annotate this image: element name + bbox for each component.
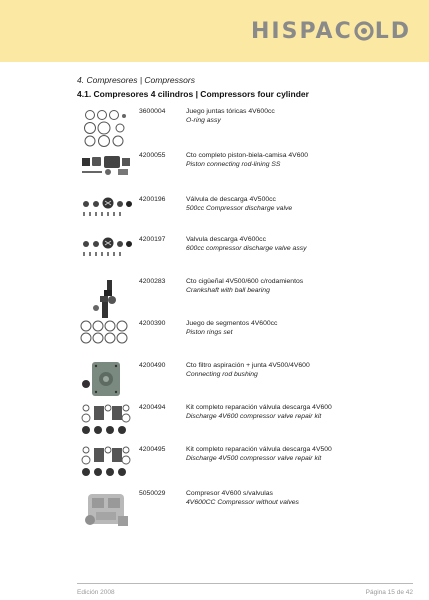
catalog-item xyxy=(70,152,410,198)
part-description-en: Discharge 4V600 compressor valve repair kit xyxy=(186,413,322,420)
part-code: 4200490 xyxy=(139,362,166,369)
part-description-en: Crankshaft with ball bearing xyxy=(186,287,270,294)
hispacold-logo xyxy=(251,14,411,48)
part-description-es: Compresor 4V600 s/valvulas xyxy=(186,490,273,497)
part-description-es: Valvula descarga 4V600cc xyxy=(186,236,266,243)
filter-gasket-icon xyxy=(78,362,136,406)
catalog-item xyxy=(70,446,410,492)
part-description-en: Piston rings set xyxy=(186,329,233,336)
part-description-es: Kit completo reparación válvula descarga 4V600 xyxy=(186,404,332,411)
footer-page-number: Página 15 de 42 xyxy=(365,589,413,596)
o-rings-icon xyxy=(78,108,136,152)
section-title: 4. Compresores | Compressors xyxy=(77,75,195,85)
catalog-item xyxy=(70,362,410,408)
part-code: 4200196 xyxy=(139,196,166,203)
catalog-item xyxy=(70,490,410,536)
part-code: 4200283 xyxy=(139,278,166,285)
crankshaft-icon xyxy=(78,278,136,322)
valve-repair-kit-icon xyxy=(78,446,136,490)
part-description-es: Cto completo piston-biela-camisa 4V600 xyxy=(186,152,309,159)
piston-rings-icon xyxy=(78,320,136,364)
part-code: 4200390 xyxy=(139,320,166,327)
part-description-en: Piston connecting rod-lining SS xyxy=(186,161,281,168)
part-description-es: Juego de segmentos 4V600cc xyxy=(186,320,278,327)
catalog-item xyxy=(70,236,410,282)
part-description-en: 500cc Compressor discharge valve xyxy=(186,205,293,212)
catalog-item xyxy=(70,404,410,450)
logo-text-part1: HISPAC xyxy=(251,18,353,44)
part-code: 4200494 xyxy=(139,404,166,411)
part-description-en: O-ring assy xyxy=(186,117,221,124)
part-code: 4200197 xyxy=(139,236,166,243)
part-description-en: Discharge 4V500 compressor valve repair kit xyxy=(186,455,322,462)
part-code: 4200055 xyxy=(139,152,166,159)
discharge-valve-icon xyxy=(78,236,136,280)
catalog-item xyxy=(70,278,410,324)
part-code: 4200495 xyxy=(139,446,166,453)
part-description-es: Cto cigüeñal 4V500/600 c/rodamientos xyxy=(186,278,304,285)
discharge-valve-icon xyxy=(78,196,136,240)
valve-repair-kit-icon xyxy=(78,404,136,448)
footer-divider xyxy=(77,583,413,584)
footer-edition: Edición 2008 xyxy=(77,589,115,596)
piston-assembly-icon xyxy=(78,152,136,196)
part-description-es: Kit completo reparación válvula descarga 4V500 xyxy=(186,446,332,453)
compressor-icon xyxy=(78,490,136,534)
logo-text-part2: LD xyxy=(374,18,411,44)
part-code: 5050029 xyxy=(139,490,166,497)
subsection-title: 4.1. Compresores 4 cilindros | Compressors four cylinder xyxy=(77,89,309,99)
page-header-band xyxy=(0,0,429,62)
part-description-es: Válvula de descarga 4V500cc xyxy=(186,196,276,203)
part-description-en: Connecting rod bushing xyxy=(186,371,258,378)
part-description-en: 600cc compressor discharge valve assy xyxy=(186,245,307,252)
part-description-es: Cto filtro aspiración + junta 4V500/4V600 xyxy=(186,362,310,369)
part-code: 3600004 xyxy=(139,108,166,115)
part-description-en: 4V600CC Compressor without valves xyxy=(186,499,299,506)
catalog-item xyxy=(70,108,410,154)
catalog-item xyxy=(70,320,410,366)
part-description-es: Juego juntas tóricas 4V600cc xyxy=(186,108,275,115)
logo-ring-icon xyxy=(354,21,374,41)
